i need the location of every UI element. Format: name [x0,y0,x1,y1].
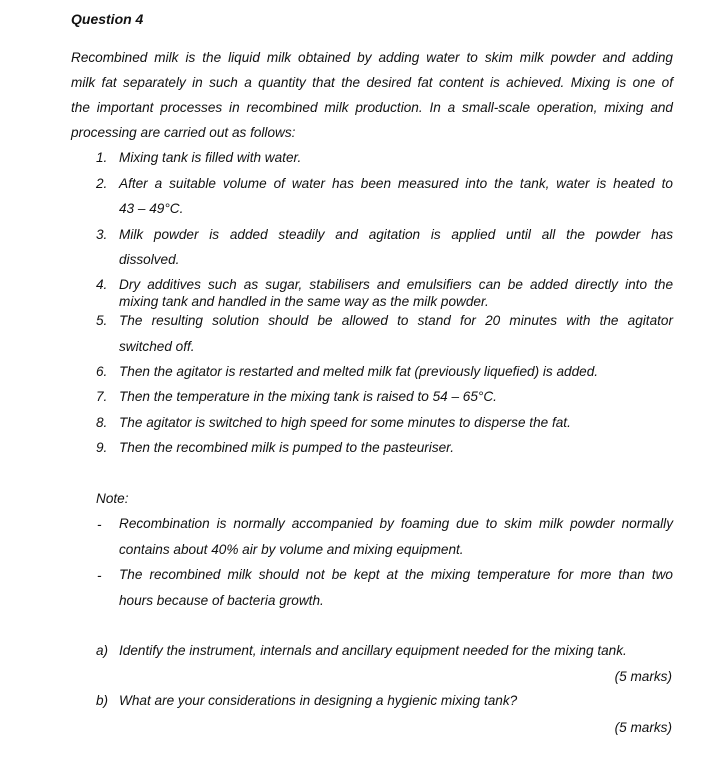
step-text: mixing tank and handled in the same way as the milk powder. [119,294,489,309]
intro-line: the important processes in recombined milk production. In a small-scale operation, mixing and [71,100,673,115]
intro-line: milk fat separately in such a quantity that the desired fat content is achieved. Mixing is one of [71,75,673,90]
question-title: Question 4 [71,11,144,27]
part-a-text: Identify the instrument, internals and ancillary equipment needed for the mixing tank. [119,643,627,658]
step-number: 9. [96,440,108,455]
step-text: 43 – 49°C. [119,201,184,216]
step-number: 3. [96,227,108,242]
step-number: 6. [96,364,108,379]
step-number: 4. [96,277,108,292]
step-text: switched off. [119,339,195,354]
part-b-marks: (5 marks) [614,720,672,735]
step-text: Dry additives such as sugar, stabilisers and emulsifiers can be added directly into the [119,277,673,292]
step-text: Then the recombined milk is pumped to the pasteuriser. [119,440,454,455]
step-text: After a suitable volume of water has been measured into the tank, water is heated to [119,176,673,191]
part-b-text: What are your considerations in designing a hygienic mixing tank? [119,693,518,708]
step-number: 8. [96,415,108,430]
note-text: Recombination is normally accompanied by foaming due to skim milk powder normally [119,516,673,531]
note-bullet: - [97,517,102,532]
note-text: contains about 40% air by volume and mixing equipment. [119,542,464,557]
intro-paragraph [71,45,673,145]
part-a-marks: (5 marks) [614,669,672,684]
step-text: dissolved. [119,252,180,267]
note-bullet: - [97,568,102,583]
step-text: The agitator is switched to high speed for some minutes to disperse the fat. [119,415,571,430]
step-text: Then the temperature in the mixing tank is raised to 54 – 65°C. [119,389,497,404]
note-text: The recombined milk should not be kept at the mixing temperature for more than two [119,567,673,582]
step-text: Milk powder is added steadily and agitation is applied until all the powder has [119,227,673,242]
step-number: 5. [96,313,108,328]
step-number: 1. [96,150,108,165]
step-number: 2. [96,176,108,191]
intro-line: Recombined milk is the liquid milk obtained by adding water to skim milk powder and adding [71,50,673,65]
note-label: Note: [96,491,129,506]
intro-line: processing are carried out as follows: [71,125,296,140]
part-a-label: a) [96,643,109,658]
step-text: The resulting solution should be allowed to stand for 20 minutes with the agitator [119,313,673,328]
step-number: 7. [96,389,108,404]
step-text: Mixing tank is filled with water. [119,150,302,165]
note-text: hours because of bacteria growth. [119,593,324,608]
step-text: Then the agitator is restarted and melted milk fat (previously liquefied) is added. [119,364,599,379]
part-b-label: b) [96,693,109,708]
